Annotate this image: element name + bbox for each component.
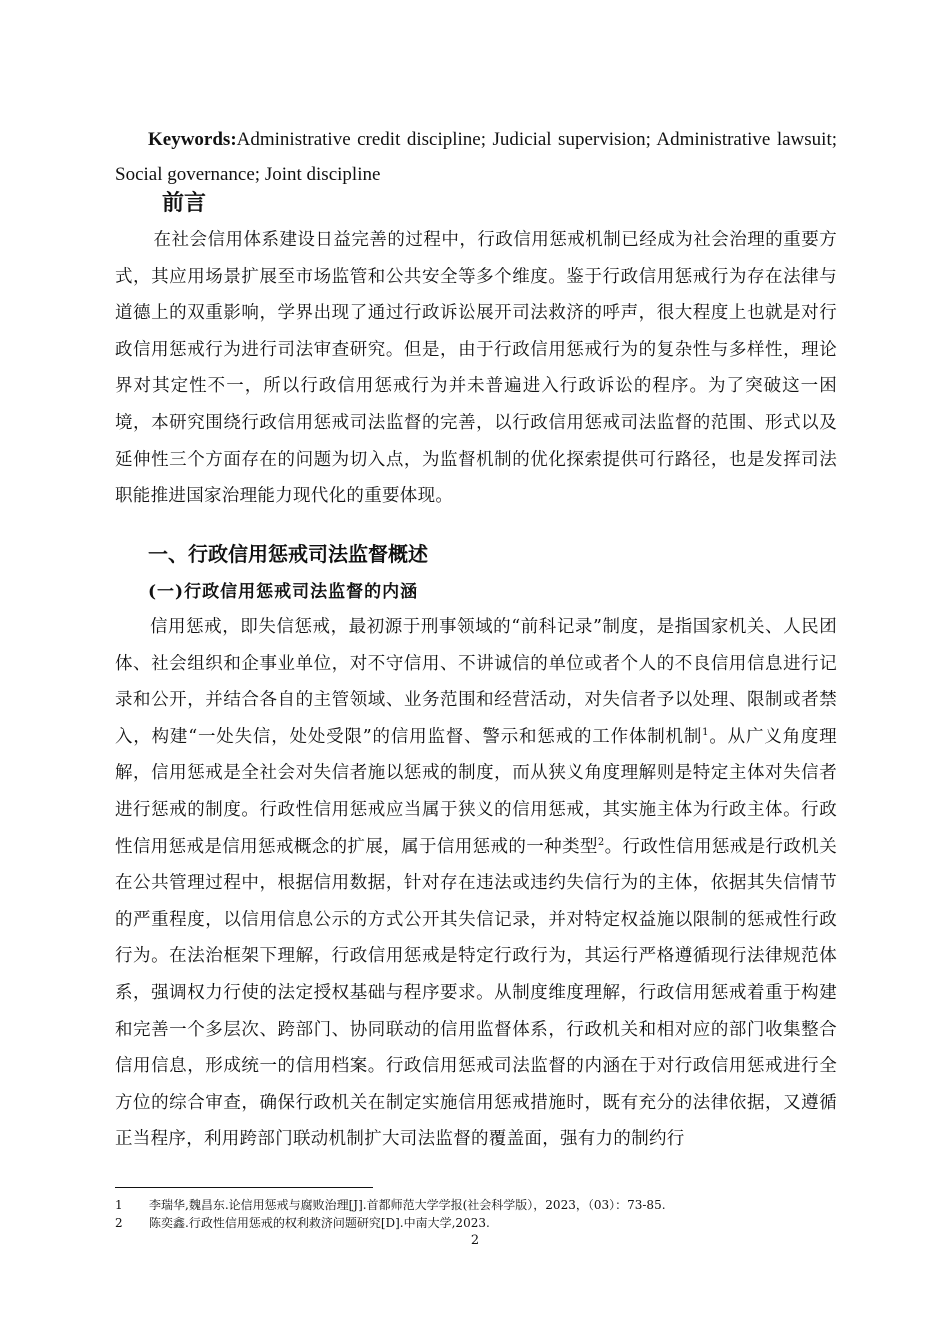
footnote-2 (115, 1215, 875, 1231)
footnote-separator (115, 1187, 373, 1188)
footnote-1 (115, 1197, 875, 1213)
footnote-text: 陈奕鑫.行政性信用惩戒的权利救济问题研究[D].中南大学,2023. (149, 1216, 490, 1230)
section-heading: 一、行政信用惩戒司法监督概述 (148, 542, 428, 566)
footnote-number: 2 (115, 1216, 123, 1230)
preface-paragraph: 在社会信用体系建设日益完善的过程中，行政信用惩戒机制已经成为社会治理的重要方式，其应用场景扩展至市场监管和公共安全等多个维度。鉴于行政信用惩戒行为存在法律与道德上的双重影响，学界出现了通过行政诉讼展开司法救济的呼声，很大程度上也就是对行政信用惩戒行为进行司法审查研究。但是，由于行政信用惩戒行为的复杂性与多样性，理论界对其定性不一，所以行政信用惩戒行为并未普遍进入行政诉讼的程序。为了突破这一困境，本研究围绕行政信用惩戒司法监督的完善，以行政信用惩戒司法监督的范围、形式以及延伸性三个方面存在的问题为切入点，为监督机制的优化探索提供可行路径，也是发挥司法职能推进国家治理能力现代化的重要体现。 (115, 230, 837, 507)
body-paragraph (115, 609, 837, 1158)
footnote-ref-2[interactable]: 2 (597, 836, 605, 848)
footnote-text: 李瑞华,魏昌东.论信用惩戒与腐败治理[J].首都师范大学学报(社会科学版），2023，（03）：73-85. (149, 1198, 666, 1212)
page-number: 2 (470, 1233, 480, 1248)
keywords-line (115, 122, 837, 192)
subsection-heading: (一)行政信用惩戒司法监督的内涵 (148, 582, 419, 602)
body-text-part2: 。从广义角度理解，信用惩戒是全社会对失信者施以惩戒的制度，而从狭义角度理解则是特定主体对失信者进行惩戒的制度。行政性信用惩戒应当属于狭义的信用惩戒，其实施主体为行政主体。行政性信用惩戒是信用惩戒概念的扩展，属于信用惩戒的一种类型 (115, 726, 837, 857)
keywords-text: Administrative credit discipline; Judicial supervision; Administrative lawsuit; Social governance; Joint discipline (115, 129, 837, 185)
footnote-number: 1 (115, 1198, 123, 1212)
body-text-part3: 。行政性信用惩戒是行政机关在公共管理过程中，根据信用数据，针对存在违法或违约失信行为的主体，依据其失信情节的严重程度，以信用信息公示的方式公开其失信记录，并对特定权益施以限制的惩戒性行政行为。在法治框架下理解，行政信用惩戒是特定行政行为，其运行严格遵循现行法律规范体系，强调权力行使的法定授权基础与程序要求。从制度维度理解，行政信用惩戒着重于构建和完善一个多层次、跨部门、协同联动的信用监督体系，行政机关和相对应的部门收集整合信用信息，形成统一的信用档案。行政信用惩戒司法监督的内涵在于对行政信用惩戒进行全方位的综合审查，确保行政机关在制定实施信用惩戒措施时，既有充分的法律依据，又遵循正当程序，利用跨部门联动机制扩大司法监督的覆盖面，强有力的制约行 (115, 836, 837, 1150)
preface-heading: 前言 (162, 190, 207, 216)
footnote-ref-1[interactable]: 1 (702, 726, 709, 738)
body-text-part1: 信用惩戒，即失信惩戒，最初源于刑事领域的“前科记录”制度，是指国家机关、人民团体、社会组织和企事业单位，对不守信用、不讲诚信的单位或者个人的不良信用信息进行记录和公开，并结合各自的主管领域、业务范围和经营活动，对失信者予以处理、限制或者禁入，构建“一处失信，处处受限”的信用监督、警示和惩戒的工作体制机制 (115, 617, 837, 747)
keywords-label: Keywords: (148, 129, 237, 150)
